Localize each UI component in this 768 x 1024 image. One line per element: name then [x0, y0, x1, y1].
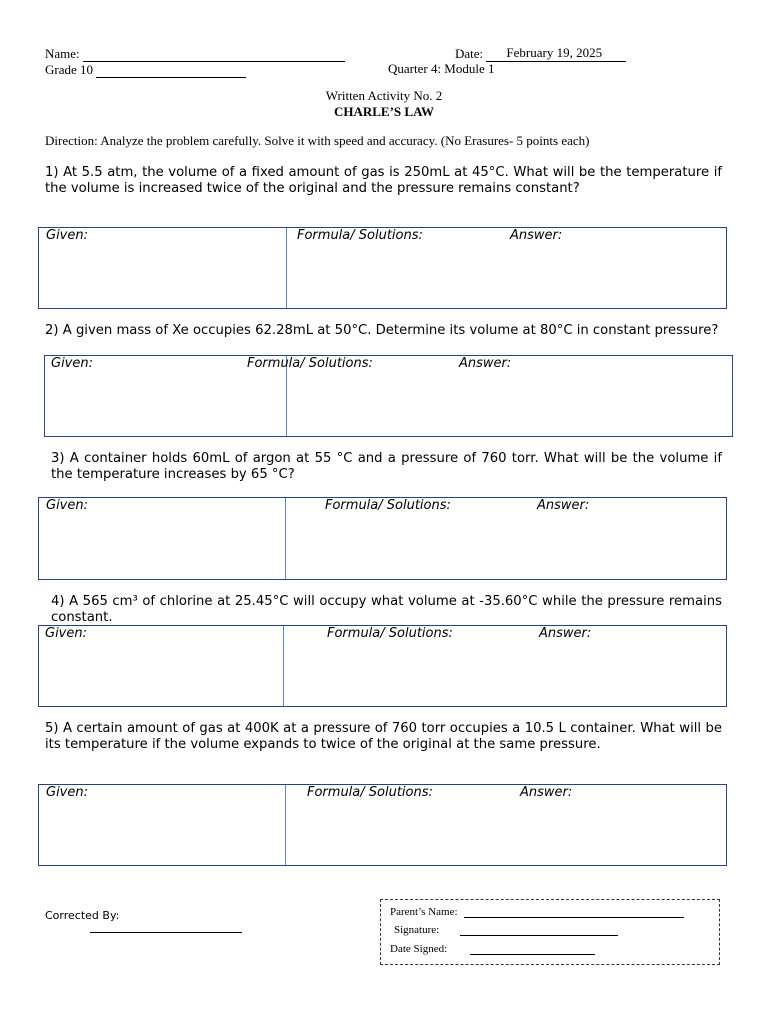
activity-subtitle: CHARLE’S LAW — [333, 104, 435, 119]
given-label: Given: — [51, 356, 93, 371]
question-2: 2) A given mass of Xe occupies 62.28mL at 50°C. Determine its volume at 80°C in constant pressure? — [45, 323, 719, 338]
parent-name-field[interactable] — [390, 905, 684, 918]
date-label: Date: — [455, 46, 484, 61]
given-label: Given: — [46, 228, 88, 243]
question-4: 4) A 565 cm³ of chlorine at 25.45°C will occupy what volume at -35.60°C while the pressure remains constant. — [51, 594, 722, 625]
parent-signature-box — [380, 899, 720, 965]
answer-box-2[interactable] — [44, 355, 733, 437]
formula-label: Formula/ Solutions: — [247, 356, 373, 371]
grade-label: Grade 10 — [45, 62, 94, 77]
formula-label: Formula/ Solutions: — [297, 228, 423, 243]
formula-label: Formula/ Solutions: — [325, 498, 451, 513]
question-5: 5) A certain amount of gas at 400K at a pressure of 760 torr occupies a 10.5 L container. What will be its temperature if the volume expands to twice of the original at the same pressure. — [45, 721, 722, 752]
answer-label: Answer: — [537, 498, 590, 513]
date-signed-field[interactable] — [390, 942, 595, 955]
answer-label: Answer: — [520, 785, 573, 800]
date-value: February 19, 2025 — [486, 45, 626, 62]
name-field[interactable] — [45, 45, 345, 62]
box-divider — [285, 785, 286, 865]
box-divider — [283, 626, 284, 706]
formula-label: Formula/ Solutions: — [327, 626, 453, 641]
grade-field[interactable] — [45, 61, 246, 78]
corrected-by-line[interactable] — [90, 932, 242, 933]
answer-label: Answer: — [459, 356, 512, 371]
name-label: Name: — [45, 46, 80, 61]
signature-label: Signature: — [394, 924, 440, 936]
given-label: Given: — [46, 785, 88, 800]
formula-label: Formula/ Solutions: — [307, 785, 433, 800]
date-signed-line — [470, 942, 595, 955]
parent-name-label: Parent’s Name: — [390, 906, 458, 918]
quarter-module: Quarter 4: Module 1 — [388, 61, 495, 76]
answer-box-1[interactable] — [38, 227, 727, 309]
answer-label: Answer: — [510, 228, 563, 243]
name-line — [83, 45, 345, 62]
answer-box-3[interactable] — [38, 497, 727, 580]
signature-field[interactable] — [394, 923, 618, 936]
box-divider — [286, 228, 287, 308]
given-label: Given: — [45, 626, 87, 641]
activity-title: Written Activity No. 2 — [325, 88, 443, 103]
question-1: 1) At 5.5 atm, the volume of a fixed amount of gas is 250mL at 45°C. What will be the temperature if the volume is increased twice of the original and the pressure remains constant? — [45, 165, 722, 196]
parent-name-line — [464, 905, 684, 918]
date-signed-label: Date Signed: — [390, 943, 448, 955]
direction-text: Direction: Analyze the problem carefully. Solve it with speed and accuracy. (No Erasures- 5 points each) — [45, 133, 590, 148]
answer-box-4[interactable] — [38, 625, 727, 707]
grade-line — [96, 61, 246, 78]
answer-box-5[interactable] — [38, 784, 727, 866]
signature-line — [460, 923, 618, 936]
given-label: Given: — [46, 498, 88, 513]
corrected-by-label: Corrected By: — [45, 909, 120, 922]
question-3: 3) A container holds 60mL of argon at 55 °C and a pressure of 760 torr. What will be the volume if the temperature increases by 65 °C? — [51, 451, 722, 482]
answer-label: Answer: — [539, 626, 592, 641]
date-field[interactable] — [455, 45, 626, 62]
box-divider — [285, 498, 286, 579]
